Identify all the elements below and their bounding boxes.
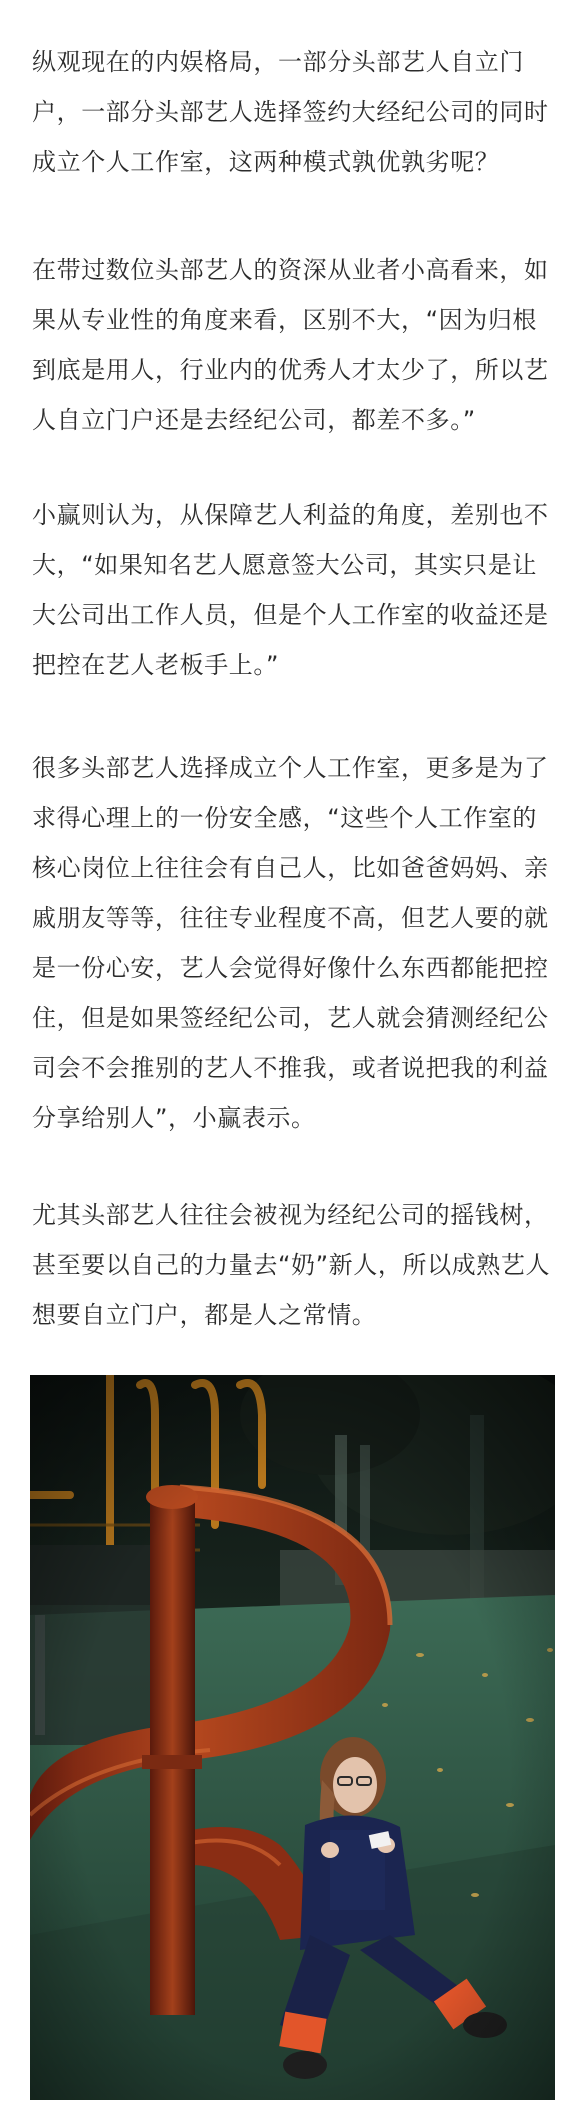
article-photo [30,1375,555,2100]
article-paragraph-1: 纵观现在的内娱格局，一部分头部艺人自立门 户，一部分头部艺人选择签约大经纪公司的同时 成立个人工作室，这两种模式孰优孰劣呢？ [32,48,549,176]
article-paragraph-4: 很多头部艺人选择成立个人工作室，更多是为了 求得心理上的一份安全感，“这些个人工作室的 核心岗位上往往会有自己人，比如爸爸妈妈、亲 戚朋友等等，往往专业程度不高，但艺人要的就 是一份心安，艺人会觉得好像什么东西都能把控 住，但是如果签经纪公司，艺人就会猜测经纪公 司会不会推别的艺人不推我，或者说把我的利益 分享给别人”，小赢表示。 [32,754,549,1132]
article-paragraph-2: 在带过数位头部艺人的资深从业者小高看来，如 果从专业性的角度来看，区别不大，“因为归根 到底是用人，行业内的优秀人才太少了，所以艺 人自立门户还是去经纪公司，都差不多。” [32,256,549,434]
article-paragraph-5: 尤其头部艺人往往会被视为经纪公司的摇钱树， 甚至要以自己的力量去“奶”新人，所以成熟艺人 想要自立门户，都是人之常情。 [32,1201,551,1329]
article-paragraph-3: 小赢则认为，从保障艺人利益的角度，差别也不 大，“如果知名艺人愿意签大公司，其实只是让 大公司出工作人员，但是个人工作室的收益还是 把控在艺人老板手上。” [32,501,549,679]
playground-slide-photo [30,1375,555,2100]
